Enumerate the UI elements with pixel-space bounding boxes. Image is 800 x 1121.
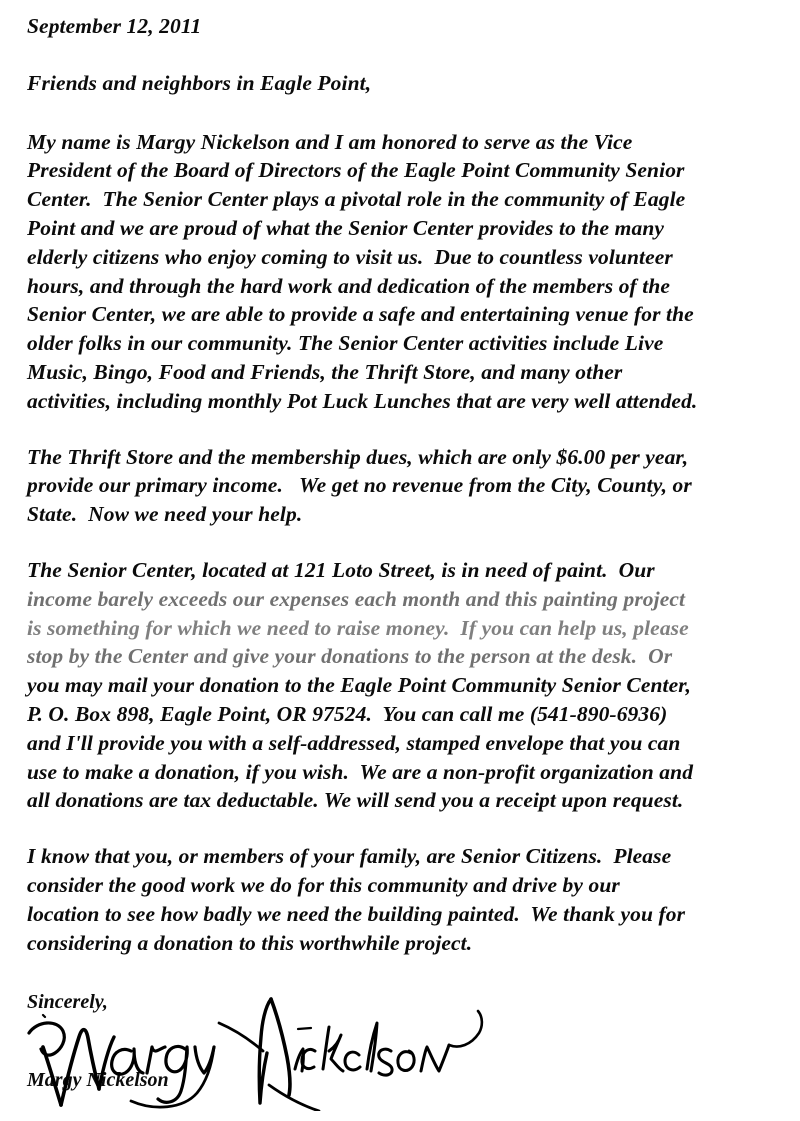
paragraph-line: all donations are tax deductable. We will send you a receipt upon request.: [27, 788, 684, 813]
closing-phrase: Sincerely,: [27, 991, 108, 1014]
paragraph-line: Senior Center, we are able to provide a safe and entertaining venue for the: [27, 302, 694, 327]
date-block: [27, 12, 783, 41]
paragraph-line: Music, Bingo, Food and Friends, the Thrift Store, and many other: [27, 359, 623, 384]
paragraph-line: income barely exceeds our expenses each month and this painting project: [27, 586, 686, 611]
spacer-before-signature: [27, 957, 783, 991]
spacer-after-paragraph-1: [27, 416, 783, 443]
signature-block: [27, 991, 783, 1111]
paragraph-line: President of the Board of Directors of the Eagle Point Community Senior: [27, 158, 685, 183]
paragraph-income: [27, 443, 783, 529]
paragraph-line: The Senior Center, located at 121 Loto Street, is in need of paint. Our: [27, 557, 655, 582]
spacer-after-date: [27, 41, 783, 69]
letter-date: September 12, 2011: [27, 14, 202, 38]
paragraph-line: and I'll provide you with a self-addressed, stamped envelope that you can: [27, 730, 681, 755]
paragraph-intro: [27, 128, 783, 416]
paragraph-line: stop by the Center and give your donations to the person at the desk. Or: [27, 644, 673, 669]
paragraph-line: is something for which we need to raise money. If you can help us, please: [27, 615, 689, 640]
paragraph-line: you may mail your donation to the Eagle Point Community Senior Center,: [27, 673, 692, 698]
spacer-after-paragraph-2: [27, 529, 783, 556]
paragraph-line: Center. The Senior Center plays a pivotal role in the community of Eagle: [27, 187, 686, 212]
paragraph-line: consider the good work we do for this community and drive by our: [27, 872, 620, 897]
paragraph-line: The Thrift Store and the membership dues, which are only $6.00 per year,: [27, 444, 689, 469]
paragraph-line: I know that you, or members of your family, are Senior Citizens. Please: [27, 844, 672, 869]
letter-salutation: Friends and neighbors in Eagle Point,: [27, 70, 372, 95]
paragraph-line: My name is Margy Nickelson and I am honored to serve as the Vice: [27, 129, 633, 154]
paragraph-line: P. O. Box 898, Eagle Point, OR 97524. You can call me (541-890-6936): [27, 701, 668, 726]
paragraph-line: provide our primary income. We get no revenue from the City, County, or: [27, 473, 692, 498]
signer-name: Margy Nickelson: [27, 1069, 169, 1092]
paragraph-line: activities, including monthly Pot Luck Lunches that are very well attended.: [27, 388, 698, 413]
paragraph-closing: [27, 842, 783, 957]
paragraph-line: hours, and through the hard work and dedication of the members of the: [27, 273, 671, 298]
paragraph-line: considering a donation to this worthwhile project.: [27, 930, 473, 955]
paragraph-line: Point and we are proud of what the Senior Center provides to the many: [27, 215, 665, 240]
salutation-block: [27, 69, 783, 98]
paragraph-line: use to make a donation, if you wish. We are a non-profit organization and: [27, 759, 694, 784]
letter-body: [27, 12, 783, 1111]
paragraph-line: State. Now we need your help.: [27, 502, 303, 527]
spacer-after-salutation: [27, 98, 783, 128]
spacer-after-paragraph-3: [27, 815, 783, 842]
paragraph-line: older folks in our community. The Senior Center activities include Live: [27, 331, 664, 356]
paragraph-appeal: [27, 556, 783, 815]
paragraph-line: location to see how badly we need the building painted. We thank you for: [27, 901, 686, 926]
paragraph-line: elderly citizens who enjoy coming to visit us. Due to countless volunteer: [27, 244, 673, 269]
